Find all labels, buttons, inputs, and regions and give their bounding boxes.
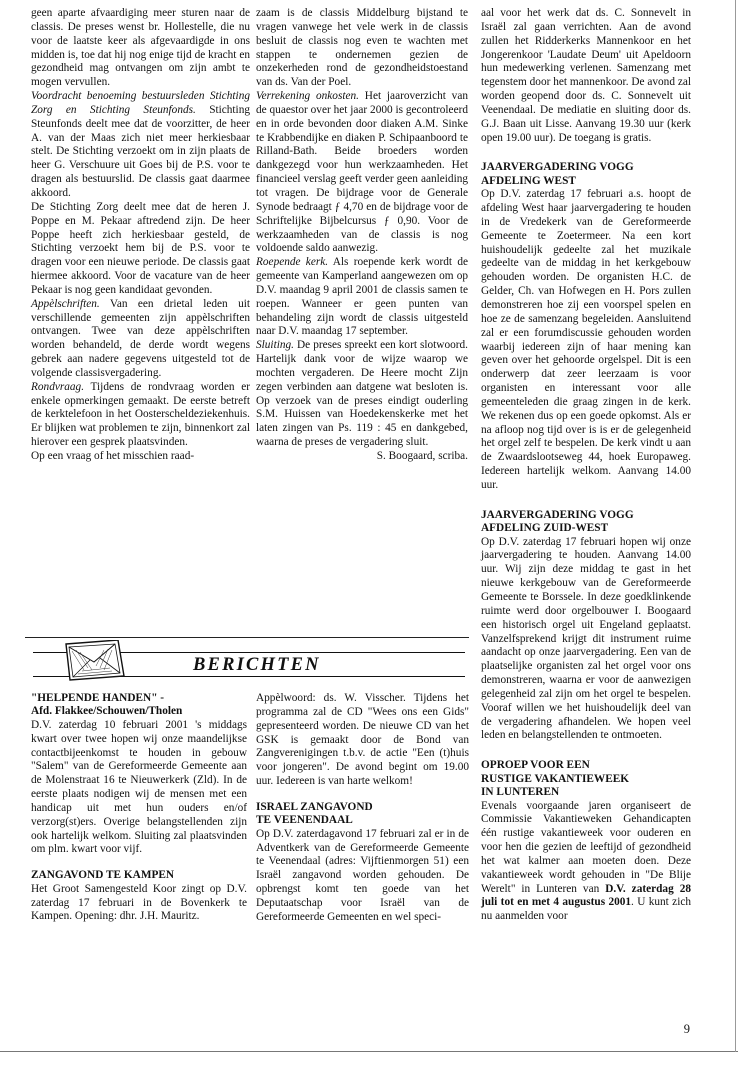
- paragraph: Op D.V. zaterdag 17 februari hopen wij onze jaarvergadering te houden. Aanvang 14.00 uur. Wij zijn deze middag te gast in het nieuwe kerkgebouw van de Gereformeerde Gemeente te Borssele. In deze goedklinkende ruimte werd door orgelbouwer I. Boogaard een historisch orgel uit Engeland geplaatst. Vanzelfsprekend krijgt dit instrument ruime aandacht op onze jaarvergadering. Een van de plaatselijke organisten zal het orgel voor ons demonstreren, waarna er voor de aanwezigen gelegenheid zal zijn om het orgel te bespelen. Vooraf willen we het huishoudelijk deel van de vergadering afhandelen. We hopen veel leden en belangstellenden te ontmoeten.: [481, 535, 691, 742]
- berichten-banner: [33, 645, 465, 682]
- section-heading: "HELPENDE HANDEN" -: [31, 692, 165, 704]
- section-label: Sluiting.: [256, 339, 294, 352]
- section-heading: ZANGAVOND TE KAMPEN: [31, 869, 175, 882]
- section-label: Verrekening onkosten.: [256, 90, 359, 103]
- paragraph: Rondvraag. Tijdens de rondvraag worden er enkele opmerkingen gemaakt. De eerste betreft de kerktelefoon in het Oosterscheldeziekenhuis. Er blijken wat problemen te zijn, binnenkort zal hierover een gesprek plaatsvinden.: [31, 380, 250, 449]
- highlight-date: D.V. zaterdag 28 juli tot en met 4 augustus 2001: [481, 882, 691, 909]
- section-heading: AFDELING ZUID-WEST: [481, 522, 609, 535]
- paragraph: Op D.V. zaterdagavond 17 februari zal er in de Adventkerk van de Gereformeerde Gemeente te Veenendaal (adres: Vijftienmorgen 51) een Israël zangavond worden gehouden. De opbrengst komt ten goede van het Deputaatschap voor Israël van de Gereformeerde Gemeenten en wel speci-: [256, 827, 469, 923]
- section-heading: JAARVERGADERING VOGG: [481, 508, 634, 521]
- paragraph: Het Groot Samengesteld Koor zingt op D.V. zaterdag 17 februari in de Bovenkerk te Kampen. Opening: dhr. J.H. Mauritz.: [31, 882, 247, 923]
- section-heading: Afd. Flakkee/Schouwen/Tholen: [31, 705, 183, 718]
- paragraph: Op een vraag of het misschien raad-: [31, 450, 195, 462]
- section-label: Voordracht benoeming bestuursleden Stichting Zorg en Stichting Steunfonds.: [31, 90, 250, 116]
- right-column: [481, 7, 691, 924]
- paragraph: zaam is de classis Middelburg bijstand te vragen vanwege het vele werk in de classis besluit de classis nog even te wachten met stappen te ondernemen gezien de onzekerheden rond de gezondheidstoestand van ds. Van der Poel.: [256, 7, 468, 89]
- section-heading: OPROEP VOOR EEN: [481, 759, 590, 772]
- page-number: 9: [683, 1022, 690, 1036]
- paragraph: Voordracht benoeming bestuursleden Stichting Zorg en Stichting Steunfonds. Stichting Steunfonds deelt mee dat de voorzitter, de heer A. van der Maas zich niet meer herkiesbaar stelt. De Stichting verzoekt om in zijn plaats de heer G. Verschuure uit Goes bij de P.S. voor te dragen als bestuurslid. De classis gaat daarmee akkoord.: [31, 90, 250, 199]
- paragraph: D.V. zaterdag 10 februari 2001 's middags kwart over twee hopen wij onze maandelijkse contactbijeenkomst te houden in gebouw "Salem" van de Gereformeerde Gemeente aan de Molenstraat 16 te Nieuwerkerk (Zld). In de eerste plaats nodigen wij de mensen met een handicap uit met hun ouders en/of verzorg(st)ers. Overige belangstellenden zijn ook hartelijk welkom. Sluiting zal plaatsvinden om plm. kwart voor vijf.: [31, 718, 247, 856]
- section-heading: AFDELING WEST: [481, 174, 576, 187]
- paragraph: aal voor het werk dat ds. C. Sonnevelt in Israël zal gaan verrichten. Aan de avond zullen het Ridderkerks Mannenkoor en het Jongerenkoor 'Laudate Deum' uit Apeldoorn hun medewerking verlenen. Samenzang met tegenstem door het mannenkoor. De avond zal worden geopend door ds. C. Sonnevelt uit Veenendaal. De mediatie en sluiting door ds. G.J. Baan uit Lisse. Aanvang 19.30 uur (kerk open 19.00 uur). De toegang is gratis.: [481, 7, 691, 144]
- paragraph: Op D.V. zaterdag 17 februari a.s. hoopt de afdeling West haar jaarvergadering te houden in de Vredekerk van de Gereformeerde Gemeente te Zoetermeer. Na een kort huishoudelijk gedeelte zal het muzikale gedeelte van de middag in het kerkgebouw gehouden worden. De organisten H.C. de Gelder, Ch. van Hofwegen en H. Pors zullen demonstreren hoe zij een voorspel spelen en hoe ze de samenzang begeleiden. Aansluitend zal er een forumdiscussie gehouden worden waarbij iedereen zijn of haar mening kan geven over het gehoorde orgelspel. Dit is een onderwerp dat zeer leerzaam is voor organisten en interessant voor alle gemeenteleden die graag zingen in de kerk. We rekenen dus op een goede opkomst. Als er na afloop nog tijd over is is er de gelegenheid het orgel zelf te bespelen. De kerk vindt u aan de Zwaardslootseweg 44, hoek Europaweg. Iedereen hartelijk welkom. Aanvang 14.00 uur.: [481, 188, 691, 491]
- signature: S. Boogaard, scriba.: [376, 450, 468, 462]
- section-heading: IN LUNTEREN: [481, 786, 560, 799]
- section-heading: RUSTIGE VAKANTIEWEEK: [481, 772, 630, 785]
- section-label: Appèlschriften.: [31, 297, 100, 310]
- paragraph: Verrekening onkosten. Het jaaroverzicht van de quaestor over het jaar 2000 is gecontroleerd en in orde bevonden door diaken A.M. Sinke te Krabbendijke en diaken P. Schipaanboord te Rilland-Bath. Beide broeders worden dankgezegd voor hun werkzaamheden. Het financieel verslag geeft verder geen aanleiding tot vragen. De bijdrage voor de Generale Synode bedraagt ƒ 4,70 en de bijdrage voor de Schriftelijke Bijbelcursus ƒ 0,90. Voor de werkzaamheden van de classis is nog voldoende saldo aanwezig.: [256, 90, 468, 255]
- paragraph: Evenals voorgaande jaren organiseert de Commissie Vakantieweken Gehandicapten één rustige vakantieweek voor ouderen en voor hen die gezien de leeftijd of gezondheid het wat kalmer aan moeten doen. Deze vakantieweek wordt gehouden in "De Blije Werelt" in Lunteren van D.V. zaterdag 28 juli tot en met 4 augustus 2001. U kunt zich nu aanmelden voor: [481, 799, 691, 923]
- section-heading: JAARVERGADERING VOGG: [481, 161, 634, 174]
- section-label: Roepende kerk.: [256, 256, 329, 269]
- berichten-middle-column: [256, 692, 469, 925]
- paragraph: geen aparte afvaardiging meer sturen naar de classis. De preses wenst br. Hollestelle, die nu voor de laatste keer als afgevaardigde in ons midden is, toe dat hij nog enige tijd de kracht en gezondheid mag ontvangen om zijn ambt te mogen vervullen.: [31, 7, 250, 89]
- middle-column: [256, 7, 468, 464]
- section-heading: ISRAEL ZANGAVOND: [256, 800, 373, 813]
- envelope-icon: [60, 640, 130, 682]
- paragraph: Appèlwoord: ds. W. Visscher. Tijdens het programma zal de CD "Wees ons een Gids" gepresenteerd worden. De nieuwe CD van het GSK is gemaakt door de Bond van Zangverenigingen t.b.v. de actie "Een (t)huis voor jongeren". De avond begint om 19.00 uur. Iedereen is van harte welkom!: [256, 692, 469, 788]
- section-heading: TE VEENENDAAL: [256, 814, 353, 827]
- berichten-left-column: [31, 692, 247, 924]
- section-divider: [25, 637, 469, 638]
- paragraph: Roepende kerk. Als roepende kerk wordt de gemeente van Kamperland aangewezen om op D.V. maandag 9 april 2001 de classis samen te roepen. Wanneer er geen punten van behandeling zijn wordt de classis uitgesteld naar D.V. maandag 17 september.: [256, 256, 468, 338]
- paragraph: Sluiting. De preses spreekt een kort slotwoord. Hartelijk dank voor de wijze waarop we mochten vergaderen. De Heere mocht Zijn zegen verbinden aan datgene wat besloten is. Op verzoek van de preses eindigt ouderling S.M. Huissen van Hoedekenskerke met het laten zingen van Ps. 119 : 45 en dankgebed, waarna de preses de vergadering sluit.: [256, 339, 468, 449]
- banner-title: BERICHTEN: [193, 655, 321, 675]
- paragraph: Appèlschriften. Van een drietal leden uit verschillende gemeenten zijn appèlschriften ontvangen. Twee van deze appèlschriften worden behandeld, de derde wordt wegens gebrek aan nadere gegevens uitgesteld tot de volgende classisvergadering.: [31, 297, 250, 379]
- page-edge: [735, 0, 736, 1052]
- section-label: Rondvraag.: [31, 380, 85, 393]
- paragraph: De Stichting Zorg deelt mee dat de heren J. Poppe en M. Pekaar aftredend zijn. De heer Poppe heeft zich herkiesbaar gesteld, de Stichting verzoekt hem bij de P.S. voor te dragen voor een nieuwe periode. De classis gaat hiermee akkoord. Voor de vacature van de heer Pekaar is nog geen kandidaat gevonden.: [31, 200, 250, 296]
- left-column: [31, 7, 250, 464]
- page-edge: [0, 1051, 738, 1052]
